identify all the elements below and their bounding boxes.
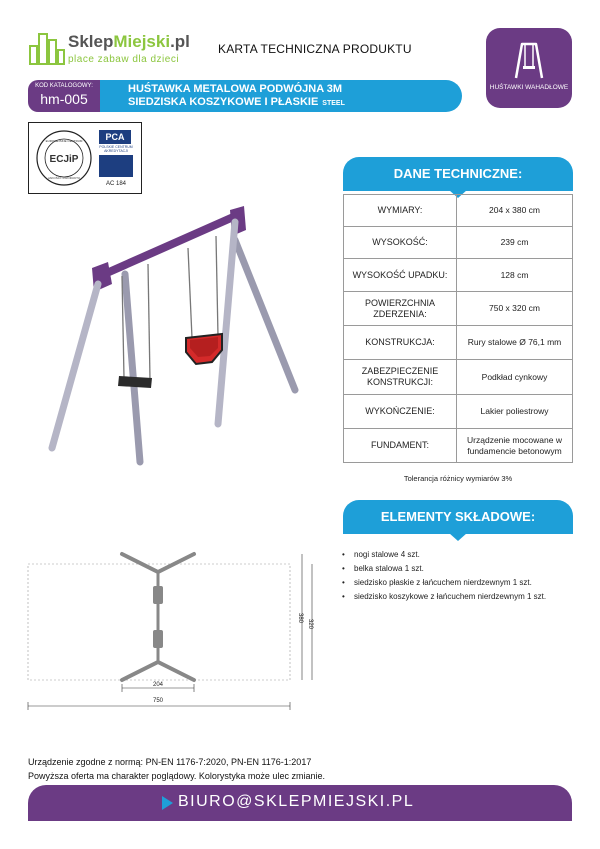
elements-header: ELEMENTY SKŁADOWE: — [343, 500, 573, 534]
document-title: KARTA TECHNICZNA PRODUKTU — [218, 42, 412, 56]
table-row — [344, 429, 573, 463]
tech-label: WYSOKOŚĆ UPADKU: — [344, 259, 457, 292]
ecjip-certificate-seal — [35, 129, 93, 187]
tech-value: 204 x 380 cm — [457, 195, 573, 227]
pca-certification-mark — [99, 155, 133, 177]
table-row — [344, 326, 573, 360]
logo-tagline: place zabaw dla dzieci — [68, 54, 180, 65]
norm-compliance: Urządzenie zgodne z normą: PN-EN 1176-7:2020, PN-EN 1176-1:2017 — [28, 757, 312, 767]
logo-name: SklepMiejski.pl — [68, 32, 190, 51]
elements-list — [340, 548, 590, 604]
svg-text:EUROPEJSKIE CENTRUM: EUROPEJSKIE CENTRUM — [45, 139, 83, 143]
tech-value: 750 x 320 cm — [457, 292, 573, 326]
pca-code: AC 184 — [105, 181, 126, 187]
catalog-code-label: KOD KATALOGOWY: — [35, 83, 93, 89]
product-title-bar — [100, 80, 462, 112]
dim-length-label: 380 — [297, 612, 303, 624]
tech-label: WYSOKOŚĆ: — [344, 227, 457, 259]
city-buildings-icon — [28, 28, 66, 66]
contact-bar[interactable] — [28, 785, 572, 821]
svg-text:JAKOŚCI I PRODUKTU: JAKOŚCI I PRODUKTU — [47, 176, 81, 180]
tech-label: FUNDAMENT: — [344, 429, 457, 463]
company-logo[interactable] — [28, 28, 198, 68]
table-row — [344, 227, 573, 259]
certificates-box — [28, 122, 142, 194]
pca-logo: PCA — [99, 130, 131, 144]
tech-data-header: DANE TECHNICZNE: — [343, 157, 573, 191]
tech-label: POWIERZCHNIA ZDERZENIA: — [344, 292, 457, 326]
tech-value: Rury stalowe Ø 76,1 mm — [457, 326, 573, 360]
table-row — [344, 195, 573, 227]
list-item: • siedzisko płaskie z łańcuchem nierdzewnym 1 szt. — [340, 576, 590, 590]
catalog-code-box — [28, 80, 100, 112]
list-item: • siedzisko koszykowe z łańcuchem nierdzewnym 1 szt. — [340, 590, 590, 604]
product-title-line1: HUŚTAWKA METALOWA PODWÓJNA 3M — [128, 83, 343, 95]
tolerance-note: Tolerancja różnicy wymiarów 3% — [403, 474, 513, 483]
dim-width-label: 750 — [152, 698, 164, 704]
tech-label: WYMIARY: — [344, 195, 457, 227]
table-row — [344, 259, 573, 292]
tech-label: WYKOŃCZENIE: — [344, 395, 457, 429]
tech-label: KONSTRUKCJA: — [344, 326, 457, 360]
pca-certificate — [97, 128, 135, 190]
tech-value: 239 cm — [457, 227, 573, 259]
play-arrow-icon — [162, 796, 173, 810]
swing-icon — [512, 40, 546, 80]
contact-email-link[interactable]: BIURO@SKLEPMIEJSKI.PL — [178, 793, 415, 810]
tech-value: Podkład cynkowy — [457, 360, 573, 395]
dim-zone-label: 320 — [307, 618, 313, 630]
list-item: • belka stalowa 1 szt. — [340, 562, 590, 576]
dim-frame-label: 204 — [152, 682, 164, 688]
svg-text:ECJiP: ECJiP — [49, 154, 79, 165]
category-badge — [486, 28, 572, 108]
tech-value: Urządzenie mocowane w fundamencie betonowym — [457, 429, 573, 463]
tech-value: 128 cm — [457, 259, 573, 292]
tech-label: ZABEZPIECZENIE KONSTRUKCJI: — [344, 360, 457, 395]
disclaimer: Powyższa oferta ma charakter poglądowy. Kolorystyka może ulec zmianie. — [28, 771, 325, 781]
plan-drawing — [26, 548, 326, 710]
table-row — [344, 292, 573, 326]
product-image — [30, 200, 330, 480]
product-title-line2: SIEDZISKA KOSZYKOWE I PŁASKIE STEEL — [128, 96, 345, 108]
tech-data-table — [343, 194, 573, 463]
catalog-code: hm-005 — [40, 91, 88, 107]
pca-subtitle: POLSKIE CENTRUM AKREDYTACJI — [99, 145, 133, 153]
table-row — [344, 395, 573, 429]
table-row — [344, 360, 573, 395]
product-material-tag: STEEL — [322, 100, 345, 107]
tech-value: Lakier poliestrowy — [457, 395, 573, 429]
category-label: HUŚTAWKI WAHADŁOWE — [489, 84, 569, 91]
list-item: • nogi stalowe 4 szt. — [340, 548, 590, 562]
